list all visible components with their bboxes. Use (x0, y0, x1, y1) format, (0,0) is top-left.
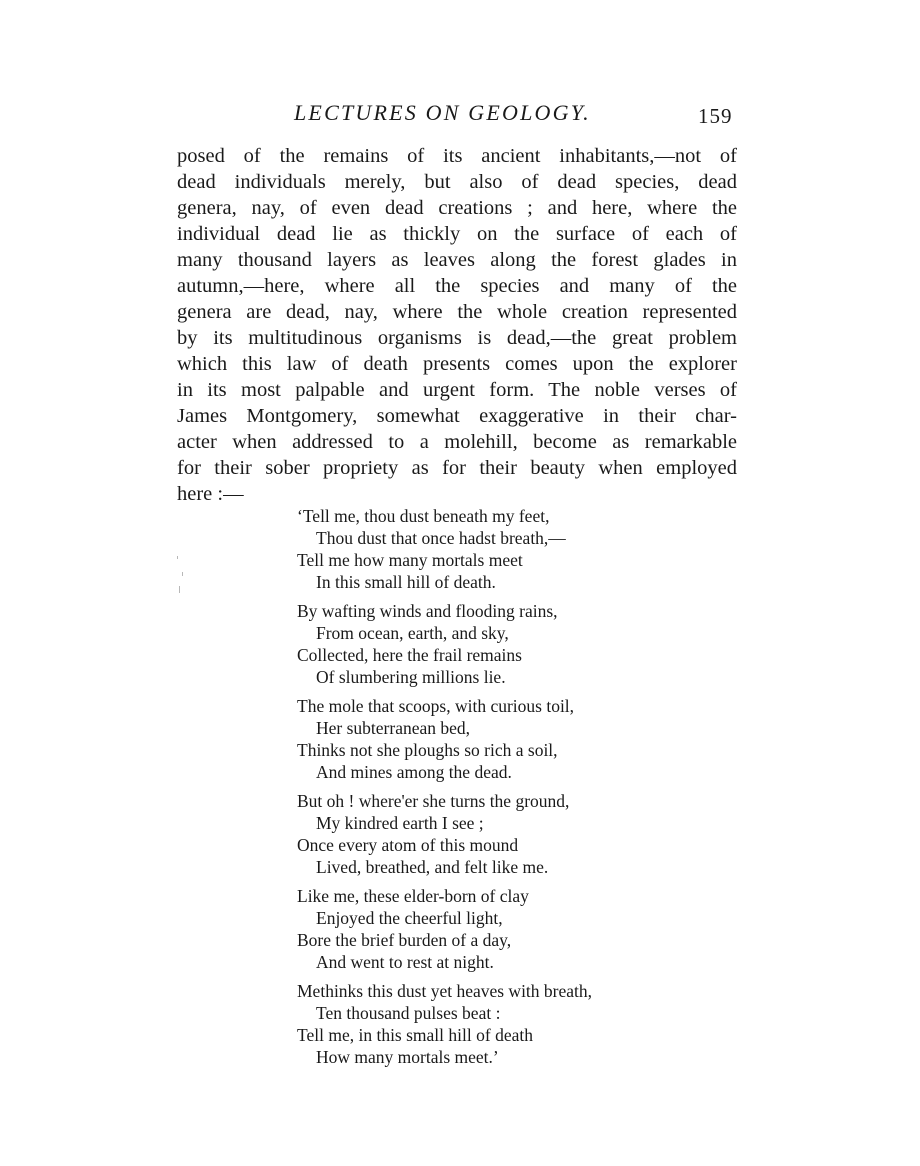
verse-line: In this small hill of death. (316, 572, 496, 592)
stanza (297, 790, 697, 878)
verse-line: Tell me, in this small hill of death (297, 1025, 533, 1045)
margin-specks (174, 556, 186, 596)
verse-line: Bore the brief burden of a day, (297, 930, 512, 950)
verse-line: Ten thousand pulses beat : (316, 1003, 501, 1023)
stanza (297, 980, 697, 1068)
prose-line: which this law of death presents comes upon the explorer (177, 353, 737, 375)
verse-line: My kindred earth I see ; (316, 813, 484, 833)
verse-line: Her subterranean bed, (316, 718, 471, 738)
prose-line: autumn,—here, where all the species and many of the (177, 275, 737, 297)
prose-line: in its most palpable and urgent form. The noble verses of (177, 379, 737, 401)
verse-line: Methinks this dust yet heaves with breath, (297, 981, 593, 1001)
verse-line: And mines among the dead. (316, 762, 512, 782)
verse-line: Enjoyed the cheerful light, (316, 908, 503, 928)
prose-line: James Montgomery, somewhat exaggerative in their char- (177, 405, 737, 427)
verse-line: Like me, these elder-born of clay (297, 886, 529, 906)
verse-line: Lived, breathed, and felt like me. (316, 857, 549, 877)
stanza (297, 885, 697, 973)
body-paragraph (177, 143, 737, 507)
verse-line: By wafting winds and flooding rains, (297, 601, 558, 621)
running-title: LECTURES ON GEOLOGY. (294, 100, 591, 125)
verse-line: Tell me how many mortals meet (297, 550, 523, 570)
stanza (297, 505, 697, 593)
verse-line: Once every atom of this mound (297, 835, 519, 855)
prose-line: genera, nay, of even dead creations ; and here, where the (177, 197, 737, 219)
verse-line: And went to rest at night. (316, 952, 494, 972)
verse-line: But oh ! where'er she turns the ground, (297, 791, 570, 811)
prose-line: genera are dead, nay, where the whole creation represented (177, 301, 737, 323)
verse-line: Of slumbering millions lie. (316, 667, 506, 687)
prose-line: here :— (177, 483, 244, 505)
running-head (0, 100, 920, 130)
stanza (297, 695, 697, 783)
page-number: 159 (698, 104, 733, 128)
poem (297, 505, 697, 1075)
prose-line: by its multitudinous organisms is dead,—the great problem (177, 327, 737, 349)
prose-line: for their sober propriety as for their beauty when employed (177, 457, 737, 479)
prose-line: many thousand layers as leaves along the forest glades in (177, 249, 737, 271)
stanza (297, 600, 697, 688)
prose-line: posed of the remains of its ancient inhabitants,—not of (177, 145, 737, 167)
verse-line: Thinks not she ploughs so rich a soil, (297, 740, 558, 760)
prose-line: individual dead lie as thickly on the surface of each of (177, 223, 737, 245)
verse-line: ‘Tell me, thou dust beneath my feet, (297, 506, 550, 526)
verse-line: The mole that scoops, with curious toil, (297, 696, 575, 716)
verse-line: Collected, here the frail remains (297, 645, 522, 665)
prose-line: acter when addressed to a molehill, become as remarkable (177, 431, 737, 453)
prose-line: dead individuals merely, but also of dead species, dead (177, 171, 737, 193)
verse-line: Thou dust that once hadst breath,— (316, 528, 566, 548)
verse-line: How many mortals meet.’ (316, 1047, 499, 1067)
verse-line: From ocean, earth, and sky, (316, 623, 509, 643)
